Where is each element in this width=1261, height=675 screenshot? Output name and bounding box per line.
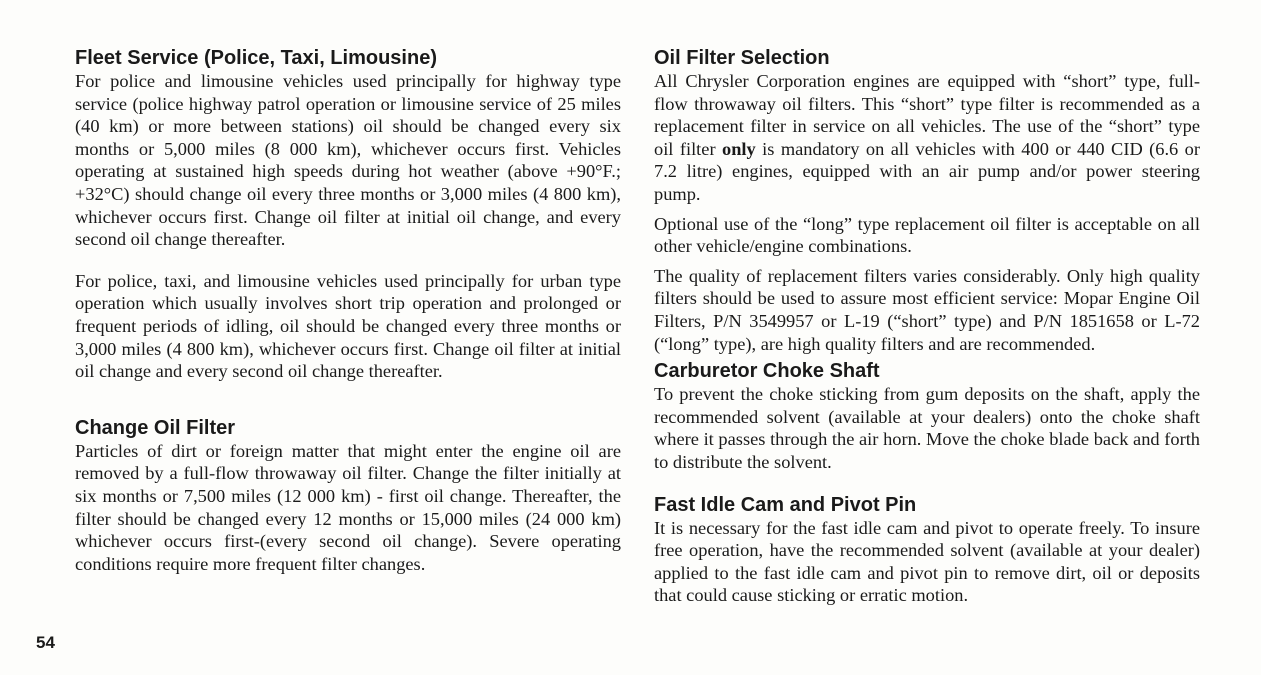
fleet-service-paragraph-2: For police, taxi, and limousine vehicles used principally for urban type operation which usually involves short trip operation and prolonged or frequent periods of idling, oil should be changed every three months or 3,000 miles (4 800 km), whichever occurs first. Change oil filter at initial oil change and every second oil change thereafter. bbox=[75, 270, 621, 382]
left-column bbox=[75, 46, 621, 575]
filter-text-before: All Chrysler Corporation engines are equipped with “short” type, full-flow throwaway oil filters. This “short” type filter is recommended as a replacement filter in service on all vehicles. The use of the “short” type oil filter bbox=[654, 71, 1200, 159]
fast-idle-cam-heading: Fast Idle Cam and Pivot Pin bbox=[654, 493, 917, 516]
oil-filter-selection-paragraph-2: Optional use of the “long” type replacement oil filter is acceptable on all other vehicle/engine combinations. bbox=[654, 213, 1200, 257]
oil-filter-selection-heading: Oil Filter Selection bbox=[654, 47, 830, 69]
fast-idle-cam-paragraph: It is necessary for the fast idle cam and pivot to operate freely. To insure free operation, have the recommended solvent (available at your dealer) applied to the fast idle cam and pivot pin to remove dirt, oil or deposits that could cause sticking or erratic motion. bbox=[654, 517, 1200, 606]
fleet-service-paragraph-1: For police and limousine vehicles used principally for highway type service (police highway patrol operation or limousine service of 25 miles (40 km) or more between stations) oil should be changed every six months or 5,000 miles (8 000 km), whichever occurs first. Vehicles operating at sustained high speeds during hot weather (above +90°F.; +32°C) should change oil every three months or 3,000 miles (4 800 km), whichever occurs first. Change oil filter at initial oil change, and every second oil change thereafter. bbox=[75, 71, 621, 250]
fleet-service-heading: Fleet Service (Police, Taxi, Limousine) bbox=[75, 47, 437, 69]
carburetor-choke-shaft-heading: Carburetor Choke Shaft bbox=[654, 360, 880, 383]
change-oil-filter-heading: Change Oil Filter bbox=[75, 416, 236, 439]
oil-filter-selection-paragraph-1 bbox=[654, 70, 1200, 206]
carburetor-choke-shaft-paragraph: To prevent the choke sticking from gum deposits on the shaft, apply the recommended solvent (available at your dealers) onto the choke shaft where it passes through the air horn. Move the choke blade back and forth to distribute the solvent. bbox=[654, 384, 1200, 472]
oil-filter-selection-paragraph-3: The quality of replacement filters varies considerably. Only high quality filters should be used to assure most efficient service: Mopar Engine Oil Filters, P/N 3549957 or L-19 (“short” type) and P/N 1851658 or L-72 (“long” type), are high quality filters and are recommended. bbox=[654, 265, 1200, 354]
right-column bbox=[654, 46, 1200, 607]
filter-text-after: is mandatory on all vehicles with 400 or 440 CID (6.6 or 7.2 litre) engines, equipped with an air pump and/or power steering pump. bbox=[654, 138, 1200, 204]
change-oil-filter-paragraph: Particles of dirt or foreign matter that might enter the engine oil are removed by a full-flow throwaway oil filter. Change the filter initially at six months or 7,500 miles (12 000 km) - first oil change. Thereafter, the filter should be changed every 12 months or 15,000 miles (24 000 km) whichever occurs first-(every second oil change). Severe operating conditions require more frequent filter changes. bbox=[75, 440, 621, 574]
filter-text-bold-only: only bbox=[722, 138, 756, 159]
page-number: 54 bbox=[36, 633, 55, 652]
